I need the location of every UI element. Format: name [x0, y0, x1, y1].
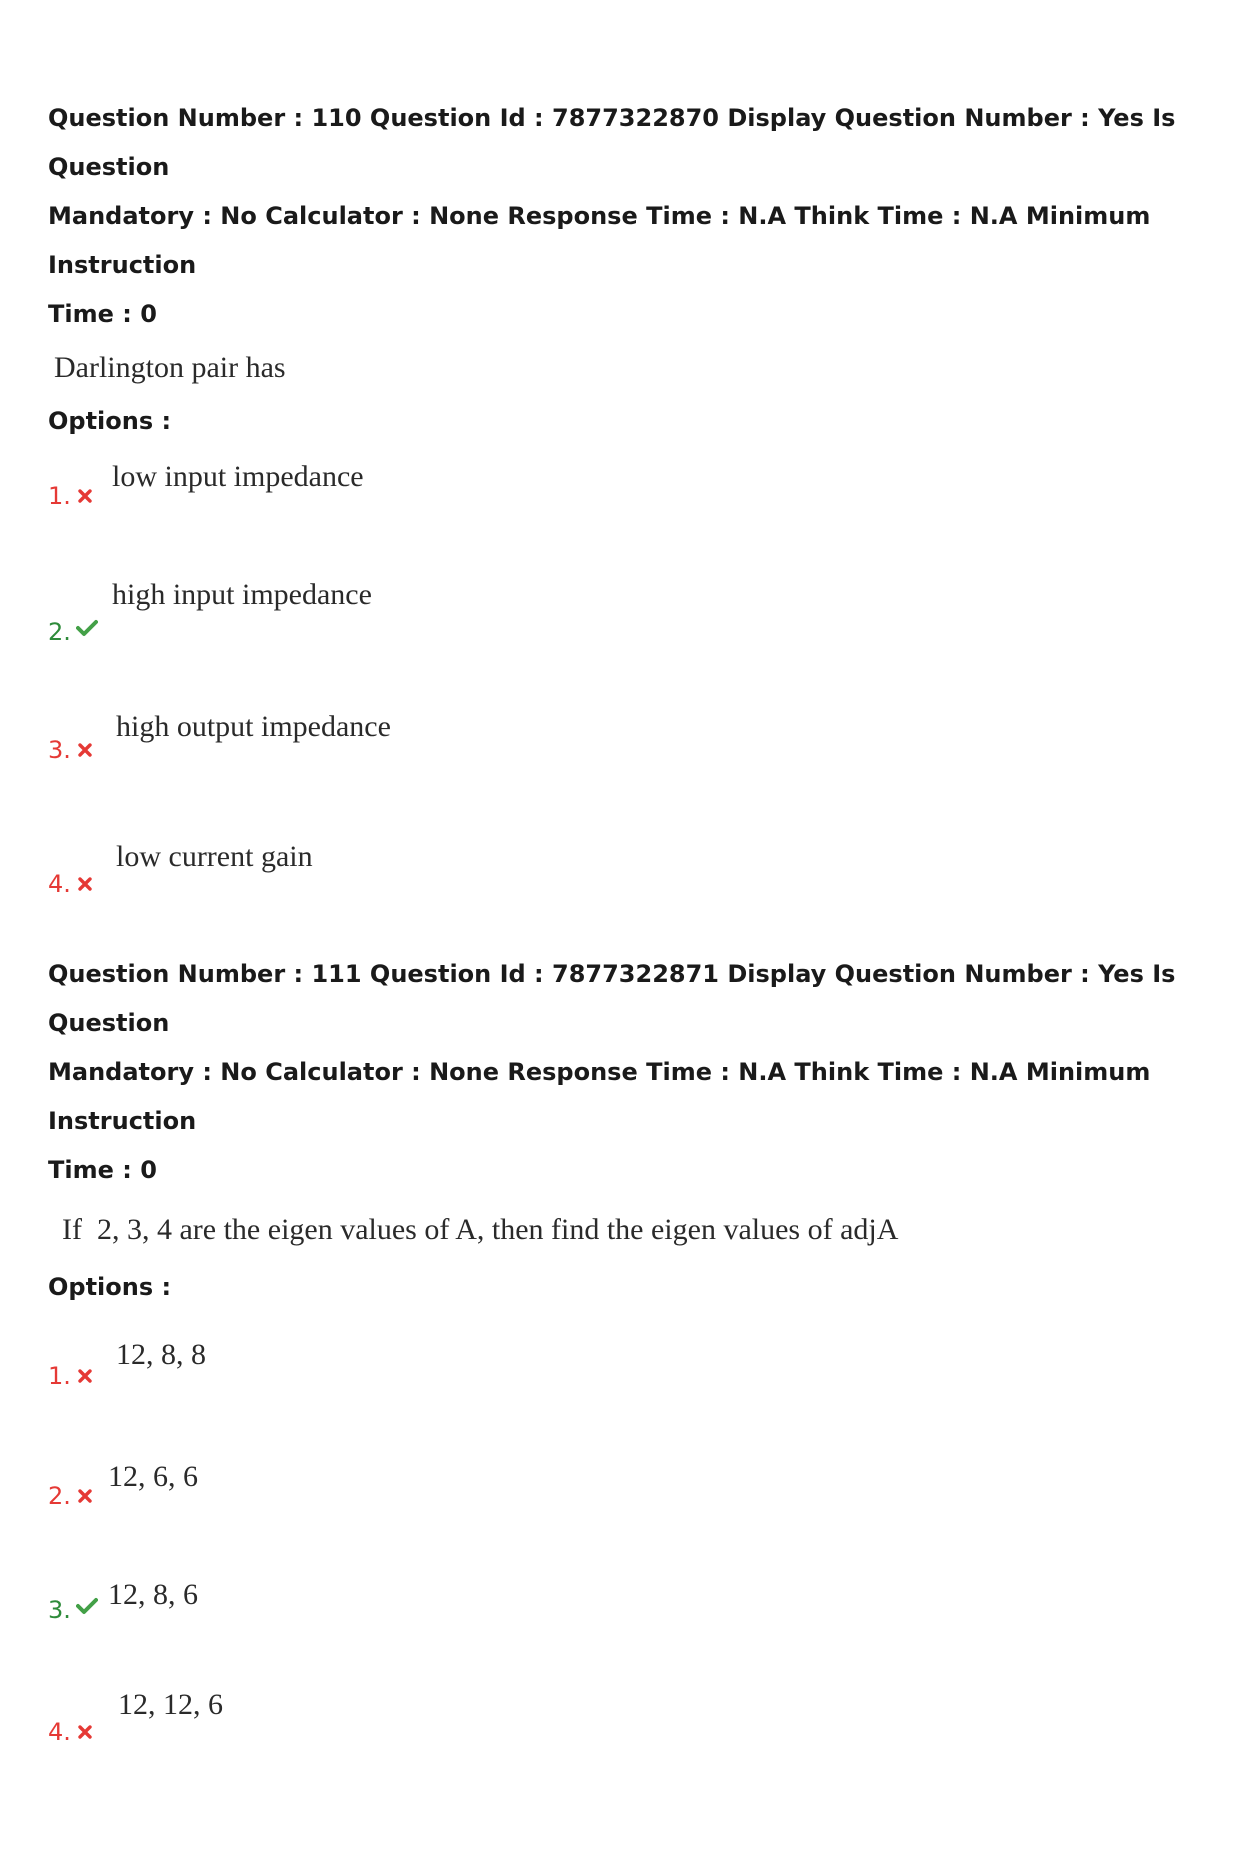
question-meta-line: Question Number : 111 Question Id : 7877322871 Display Question Number : Yes Is Question	[48, 960, 1176, 1037]
cross-icon	[78, 1725, 92, 1739]
option-text: low input impedance	[112, 460, 364, 493]
option-text: high input impedance	[112, 578, 372, 611]
option-text: 12, 6, 6	[108, 1460, 198, 1493]
question-meta-line: Time : 0	[48, 1156, 157, 1184]
option-text: high output impedance	[116, 710, 391, 743]
cross-icon	[78, 489, 92, 503]
option-number: 1.	[48, 1362, 71, 1390]
option-number: 4.	[48, 1718, 71, 1746]
cross-icon	[78, 1489, 92, 1503]
option-item	[48, 1453, 1208, 1585]
question-block	[48, 950, 1208, 1849]
option-item	[48, 578, 1208, 723]
option-item	[48, 710, 1208, 855]
option-text: 12, 8, 8	[116, 1338, 206, 1371]
check-icon	[76, 619, 98, 637]
option-number: 2.	[48, 618, 71, 646]
question-meta-line: Question Number : 110 Question Id : 7877322870 Display Question Number : Yes Is Question	[48, 104, 1176, 181]
check-icon	[76, 1597, 98, 1615]
cross-icon	[78, 743, 92, 757]
option-number: 3.	[48, 736, 71, 764]
option-number: 2.	[48, 1482, 71, 1510]
option-item	[48, 1688, 1208, 1849]
question-meta-line: Time : 0	[48, 300, 157, 328]
options-label: Options :	[48, 407, 172, 435]
option-text: low current gain	[116, 840, 313, 873]
options-label: Options :	[48, 1273, 172, 1301]
option-text: 12, 8, 6	[108, 1578, 198, 1611]
cross-icon	[78, 1369, 92, 1383]
option-text: 12, 12, 6	[118, 1688, 223, 1721]
cross-icon	[78, 877, 92, 891]
question-meta-line: Mandatory : No Calculator : None Response Time : N.A Think Time : N.A Minimum Instruction	[48, 202, 1151, 279]
option-number: 3.	[48, 1596, 71, 1624]
question-text: If 2, 3, 4 are the eigen values of A, then find the eigen values of adjA	[62, 1213, 899, 1246]
question-block	[48, 94, 1208, 987]
option-number: 4.	[48, 870, 71, 898]
option-number: 1.	[48, 482, 71, 510]
option-item	[48, 459, 1208, 591]
question-text: Darlington pair has	[54, 351, 286, 384]
question-meta-line: Mandatory : No Calculator : None Response Time : N.A Think Time : N.A Minimum Instruction	[48, 1058, 1151, 1135]
option-item	[48, 1321, 1208, 1453]
